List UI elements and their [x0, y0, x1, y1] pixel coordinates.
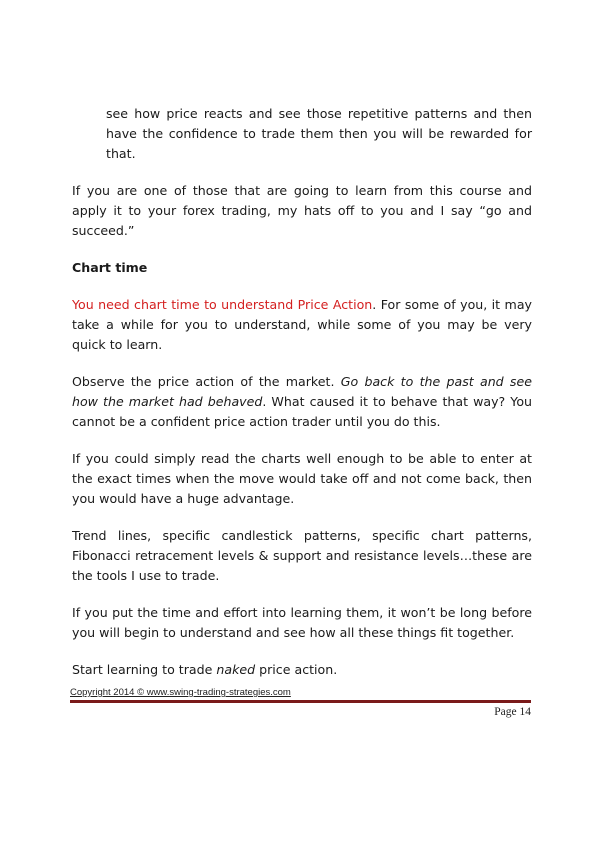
paragraph-text: see how price reacts and see those repetitive patterns and then have the confidence to trade them then you will be rewarded for that. [106, 106, 532, 161]
paragraph-read-charts [72, 449, 532, 509]
footer-divider [70, 700, 531, 703]
paragraph-observe [72, 372, 532, 432]
footer-copyright: Copyright 2014 © www.swing-trading-strategies.com [70, 687, 291, 698]
italic-text: Go back to the past and see how the market had behaved [72, 374, 532, 409]
paragraph-naked [72, 660, 532, 680]
paragraph-text: Observe the price action of the market. [72, 374, 341, 389]
paragraph-effort [72, 603, 532, 643]
page-number: Page 14 [494, 706, 531, 718]
paragraph-text: If you could simply read the charts well enough to be able to enter at the exact times when the move would take off and not come back, then you would have a huge advantage. [72, 451, 532, 506]
italic-text: naked [216, 662, 256, 677]
paragraph-chart-time [72, 295, 532, 355]
paragraph-text: price action. [255, 662, 338, 677]
paragraph-text: If you put the time and effort into learning them, it won’t be long before you will begin to understand and see how all these things fit together. [72, 605, 532, 640]
paragraph-forex [72, 181, 532, 241]
paragraph-text: . What caused it to behave that way? You cannot be a confident price action trader until you do this. [72, 394, 532, 429]
paragraph-text: If you are one of those that are going to learn from this course and apply it to your forex trading, my hats off to you and I say “go and succeed.” [72, 183, 532, 238]
section-heading: Chart time [72, 260, 148, 275]
page-body [72, 104, 532, 697]
paragraph-text: Trend lines, specific candlestick patterns, specific chart patterns, Fibonacci retracement levels & support and resistance levels…these are the tools I use to trade. [72, 528, 532, 583]
paragraph-text: Start learning to trade [72, 662, 217, 677]
paragraph-text: . For some of you, it may take a while for you to understand, while some of you may be very quick to learn. [72, 297, 532, 352]
highlighted-text: You need chart time to understand Price Action [72, 297, 373, 312]
paragraph-continued [72, 104, 532, 164]
paragraph-tools [72, 526, 532, 586]
